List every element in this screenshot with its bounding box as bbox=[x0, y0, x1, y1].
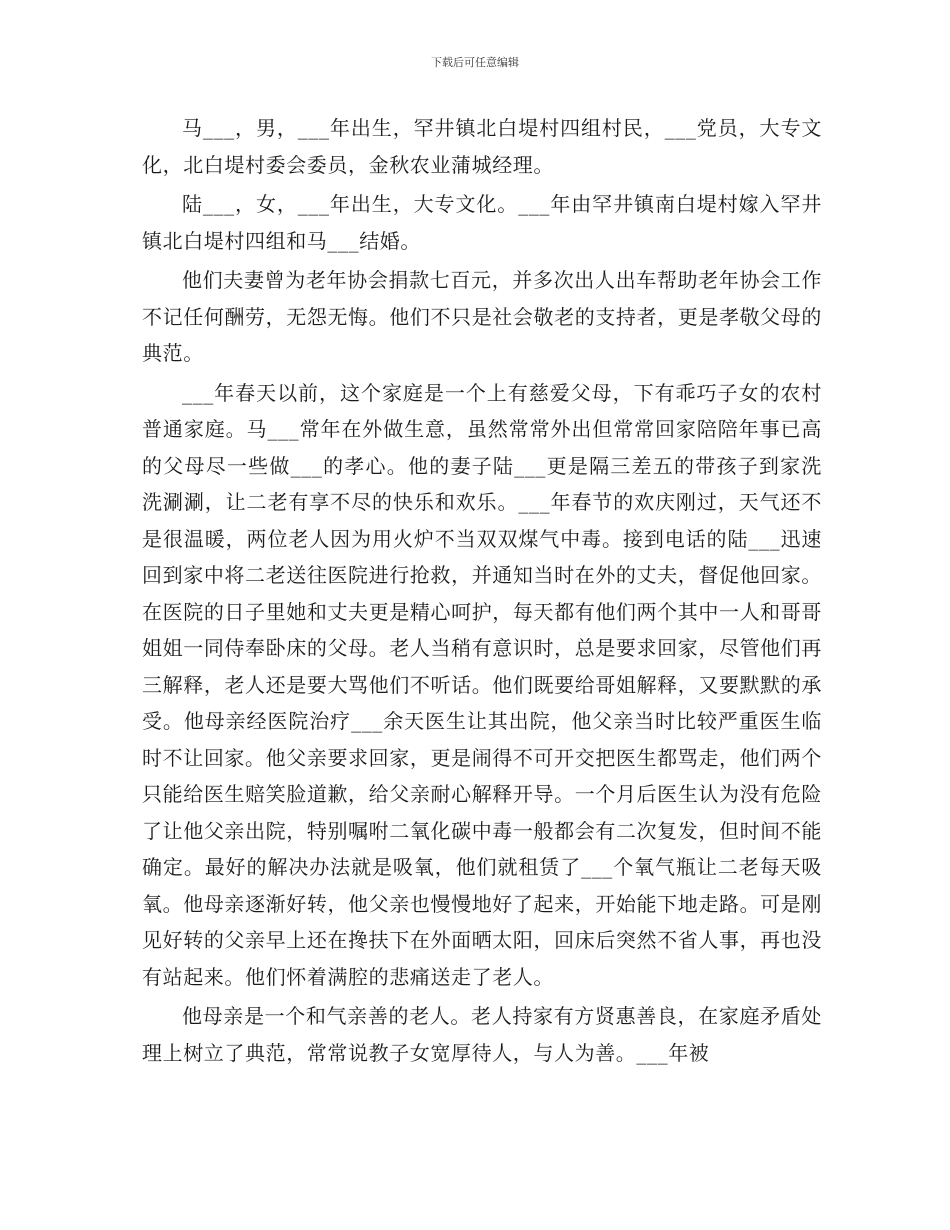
document-body bbox=[142, 110, 822, 1074]
paragraph-family-story: ___年春天以前，这个家庭是一个上有慈爱父母，下有乖巧子女的农村普通家庭。马___常年在外做生意，虽然常常外出但常常回家陪陪年事已高的父母尽一些做___的孝心。他的妻子陆___更是隔三差五的带孩子到家洗洗涮涮，让二老有享不尽的快乐和欢乐。___年春节的欢庆刚过，天气还不是很温暖，两位老人因为用火炉不当双双煤气中毒。接到电话的陆___迅速回到家中将二老送往医院进行抢救，并通知当时在外的丈夫，督促他回家。在医院的日子里她和丈夫更是精心呵护，每天都有他们两个其中一人和哥哥姐姐一同侍奉卧床的父母。老人当稍有意识时，总是要求回家，尽管他们再三解释，老人还是要大骂他们不听话。他们既要给哥姐解释，又要默默的承受。他母亲经医院治疗___余天医生让其出院，他父亲当时比较严重医生临时不让回家。他父亲要求回家，更是闹得不可开交把医生都骂走，他们两个只能给医生赔笑脸道歉，给父亲耐心解释开导。一个月后医生认为没有危险了让他父亲出院，特别嘱咐二氧化碳中毒一般都会有二次复发，但时间不能确定。最好的解决办法就是吸氧，他们就租赁了___个氧气瓶让二老每天吸氧。他母亲逐渐好转，他父亲也慢慢地好了起来，开始能下地走路。可是刚见好转的父亲早上还在搀扶下在外面晒太阳，回床后突然不省人事，再也没有站起来。他们怀着满腔的悲痛送走了老人。 bbox=[142, 380, 822, 989]
paragraph-mother: 他母亲是一个和气亲善的老人。老人持家有方贤惠善良，在家庭矛盾处理上树立了典范，常常说教子女宽厚待人，与人为善。___年被 bbox=[142, 1004, 822, 1065]
page-header: 下载后可任意编辑 bbox=[431, 56, 519, 69]
paragraph-lu-intro: 陆___，女，___年出生，大专文化。___年由罕井镇南白堤村嫁入罕井镇北白堤村四组和马___结婚。 bbox=[142, 192, 822, 253]
paragraph-ma-intro: 马___，男，___年出生，罕井镇北白堤村四组村民，___党员，大专文化，北白堤村委会委员，金秋农业蒲城经理。 bbox=[142, 116, 822, 177]
paragraph-donation: 他们夫妻曾为老年协会捐款七百元，并多次出人出车帮助老年协会工作不记任何酬劳，无怨无悔。他们不只是社会敬老的支持者，更是孝敬父母的典范。 bbox=[142, 268, 822, 365]
